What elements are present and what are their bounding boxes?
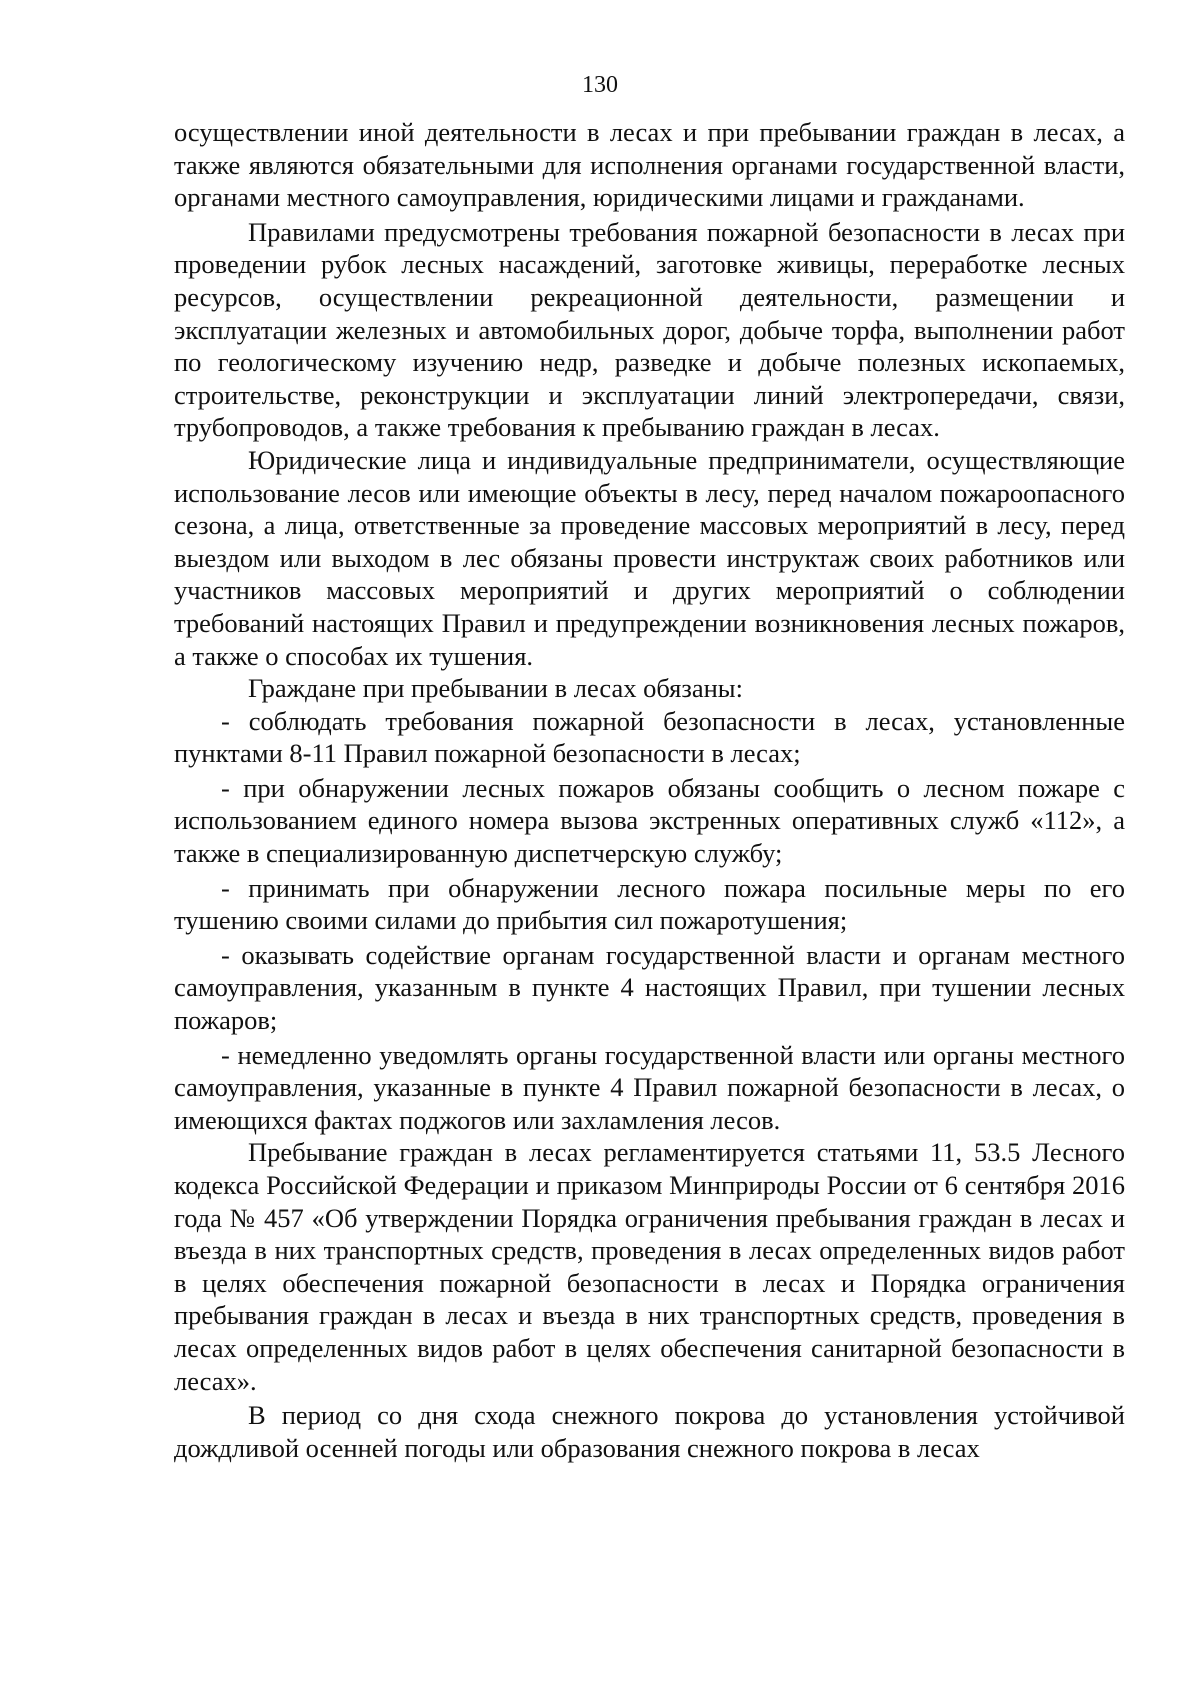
paragraph-citizens-obligations: Граждане при пребывании в лесах обязаны: (248, 673, 743, 704)
list-item: - принимать при обнаружении лесного пожара посильные меры по его тушению своими силами до прибытия сил пожаротушения; (174, 872, 1125, 936)
list-item: - оказывать содействие органам государственной власти и органам местного самоуправления, указанным в пункте 4 настоящих Правил, при тушении лесных пожаров; (174, 939, 1125, 1036)
document-body (174, 116, 1125, 1464)
page-number: 130 (582, 72, 618, 98)
paragraph-regulation: Пребывание граждан в лесах регламентируется статьями 11, 53.5 Лесного кодекса Российской Федерации и приказом Минприроды России от 6 сентября 2016 года № 457 «Об утверждении Порядка ограничения пребывания граждан в лесах и въезда в них транспортных средств, проведения в лесах определенных видов работ в целях обеспечения пожарной безопасности в лесах и Порядка ограничения пребывания граждан в лесах и въезда в них транспортных средств, проведения в лесах определенных видов работ в целях обеспечения санитарной безопасности в лесах». (174, 1137, 1125, 1396)
list-item: - при обнаружении лесных пожаров обязаны сообщить о лесном пожаре с использованием единого номера вызова экстренных оперативных служб «112», а также в специализированную диспетчерскую службу; (174, 772, 1125, 869)
paragraph-fire-safety-rules: Правилами предусмотрены требования пожарной безопасности в лесах при проведении рубок лесных насаждений, заготовке живицы, переработке лесных ресурсов, осуществлении рекреационной деятельности, размещении и эксплуатации железных и автомобильных дорог, добыче торфа, выполнении работ по геологическому изучению недр, разведке и добыче полезных ископаемых, строительстве, реконструкции и эксплуатации линий электропередачи, связи, трубопроводов, а также требования к пребыванию граждан в лесах. (174, 216, 1125, 443)
list-item: - немедленно уведомлять органы государственной власти или органы местного самоуправления, указанные в пункте 4 Правил пожарной безопасности в лесах, о имеющихся фактах поджогов или захламления лесов. (174, 1039, 1125, 1135)
paragraph-fire-season: В период со дня схода снежного покрова до установления устойчивой дождливой осенней погоды или образования снежного покрова в лесах (174, 1400, 1125, 1463)
list-item: - соблюдать требования пожарной безопасности в лесах, установленные пунктами 8-11 Правил пожарной безопасности в лесах; (174, 705, 1125, 769)
paragraph-continuation: осуществлении иной деятельности в лесах и при пребывании граждан в лесах, а также являются обязательными для исполнения органами государственной власти, органами местного самоуправления, юридическими лицами и гражданами. (174, 117, 1125, 213)
paragraph-legal-entities: Юридические лица и индивидуальные предприниматели, осуществляющие использование лесов или имеющие объекты в лесу, перед началом пожароопасного сезона, а лица, ответственные за проведение массовых мероприятий в лесу, перед выездом или выходом в лес обязаны провести инструктаж своих работников или участников массовых мероприятий и других мероприятий о соблюдении требований настоящих Правил и предупреждении возникновения лесных пожаров, а также о способах их тушения. (174, 444, 1125, 671)
